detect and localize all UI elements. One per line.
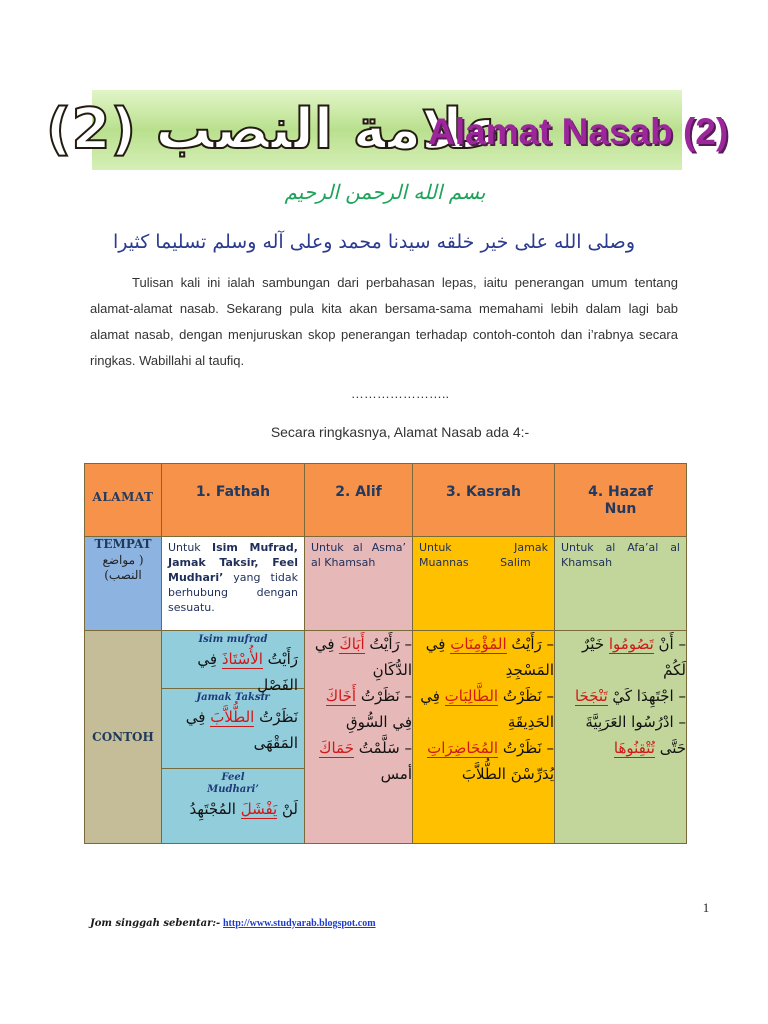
tempat-alif: Untuk al Asma’ al Khamsah <box>305 537 413 631</box>
intro-paragraph <box>90 270 678 374</box>
header-fathah: 1. Fathah <box>162 464 305 537</box>
example-feel-mudhari: Feel Mudhari’ لَنْ يَفْشَلَ المُجْتَهِدُ <box>189 772 298 818</box>
label-tempat: TEMPAT ( مواضع النصب) <box>85 537 162 631</box>
contoh-kasrah <box>413 631 555 844</box>
example-jamak-taksir: Jamak Taksir نَظَرْتُ الطُّلاَّبَ فِي المَقْهَى <box>162 689 304 769</box>
summary-line: Secara ringkasnya, Alamat Nasab ada 4:- <box>270 424 530 440</box>
example-alif-2: – نَظَرْتُ أَخَاكَ فِي السُّوقِ <box>325 687 412 731</box>
header-hazaf-nun: 4. Hazaf Nun <box>555 464 687 537</box>
contoh-nun <box>555 631 687 844</box>
alamat-nasab-table <box>84 463 687 844</box>
basmala: بسم الله الرحمن الرحيم <box>284 180 486 204</box>
tempat-kasrah: Untuk Jamak Muannas Salim <box>413 537 555 631</box>
label-contoh: CONTOH <box>85 631 162 844</box>
table-header-row <box>85 464 687 537</box>
footer-label: Jom singgah sebentar:- <box>90 918 221 929</box>
table-row-tempat <box>85 537 687 631</box>
arabic-title: علامة النصب (2) <box>45 97 502 162</box>
title-banner <box>45 90 729 170</box>
label-tempat-arabic: ( مواضع النصب) <box>102 553 144 582</box>
table-row-contoh <box>85 631 687 844</box>
example-kasrah-3: – نَظَرْتُ المُحَاضِرَاتِ يُدَرِّسْنَ الطُّلاَّبَ <box>427 739 554 783</box>
example-isim-mufrad: Isim mufrad رَأَيْتُ الأُسْتَاذَ فِي الفَصْلِ <box>162 631 304 689</box>
contoh-fathah <box>162 631 305 844</box>
footer <box>90 918 490 934</box>
intro-text: Tulisan kali ini ialah sambungan dari perbahasan lepas, iaitu penerangan umum tentang alamat-alamat nasab. Sekarang pula kita akan bersama-sama memahami lebih dalam lagi bab alamat nasab, dengan menjuruskan skop penerangan terhadap contoh-contoh dan i’rabnya secara ringkas. Wabillahi al taufiq. <box>90 275 678 368</box>
example-nun-3: – ادْرُسُوا العَرَبِيَّةَ حَتَّى تُتْقِنُوهَا <box>585 713 686 757</box>
example-nun-2: – اجْتَهِدَا كَيْ تَنْجَحَا <box>574 687 686 705</box>
page-number: 1 <box>702 900 710 915</box>
header-alif: 2. Alif <box>305 464 413 537</box>
tempat-fathah: Untuk Isim Mufrad, Jamak Taksir, Feel Mudhari’ yang tidak berhubung dengan sesuatu. <box>162 537 305 631</box>
example-alif-3: – سَلَّمْتُ حَمَاكَ أمس <box>319 739 412 783</box>
example-alif-1: – رَأَيْتُ أَبَاكَ فِي الدُّكَانِ <box>314 635 412 679</box>
example-kasrah-2: – نَظَرْتُ الطَّالِبَاتِ فِي الحَدِيقَةِ <box>420 687 554 731</box>
salawat: وصلى الله على خير خلقه سيدنا محمد وعلى آله وسلم تسليما كثيرا <box>112 231 635 253</box>
latin-title: Alamat Nasab (2) <box>428 111 729 152</box>
separator: ………………….. <box>350 386 450 401</box>
footer-link[interactable]: http://www.studyarab.blogspot.com <box>223 918 376 929</box>
header-kasrah: 3. Kasrah <box>413 464 555 537</box>
example-nun-1: – أَنْ تَصُومُوا خَيْرٌ لَكُمْ <box>582 635 686 679</box>
contoh-alif <box>305 631 413 844</box>
tempat-nun: Untuk al Afa’al al Khamsah <box>555 537 687 631</box>
header-alamat: ALAMAT <box>85 464 162 537</box>
example-kasrah-1: – رَأَيْتُ المُؤْمِنَاتِ فِي المَسْجِدِ <box>425 635 554 679</box>
